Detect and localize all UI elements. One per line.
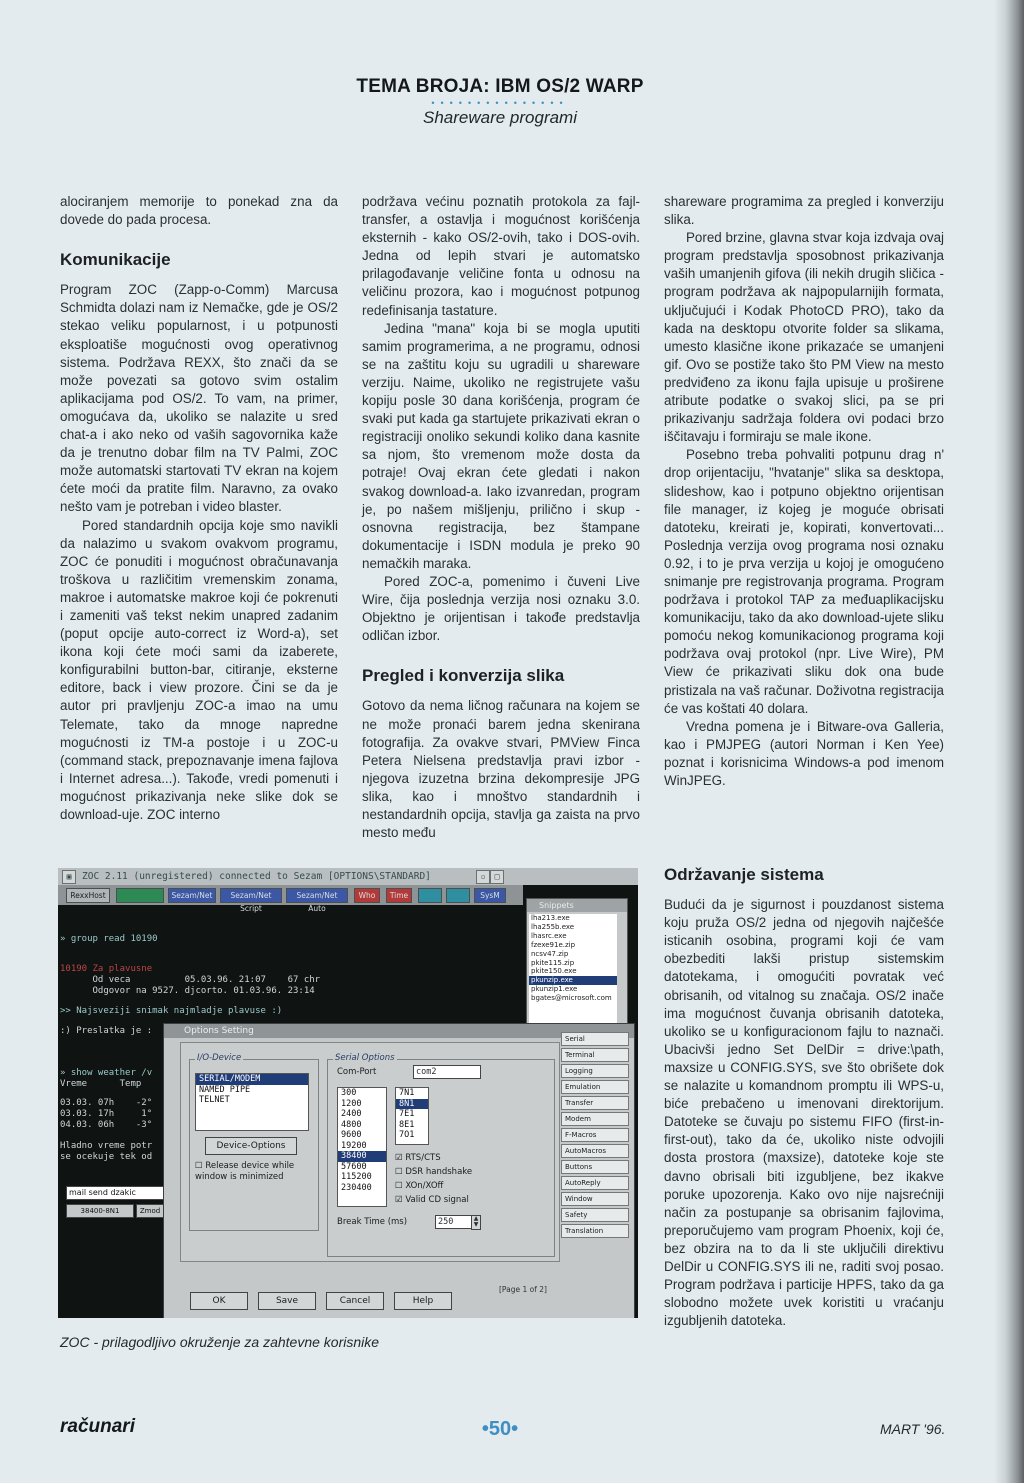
io-device-label: I/O-Device	[197, 1053, 242, 1063]
list-item[interactable]: 7O1	[399, 1130, 415, 1140]
paragraph: Pored ZOC-a, pomenimo i čuveni Live Wire, čija poslednja verzija nosi oznaku 3.0. Objektno je orijentisan i takođe predstavlja odličan izbor.	[362, 573, 640, 644]
terminal-line: >> Najsveziji snimak najmladje plavuse :)	[60, 1006, 283, 1016]
paragraph: Program ZOC (Zapp-o-Comm) Marcusa Schmidta dolazi nam iz Nemačke, gde je OS/2 stekao veliku popularnost, i u potpunosti eksploatiše mogućnosti ovog operativnog sistema. Podržava REXX, što znači da se može povezati sa gotovo svim ostalim aplikacijama pod OS/2. To vam, na primer, omogućava da, ukoliko se nalazite u sred chat-a i ako neko od vaših sagovornika kaže da je trenutno dobar film na TV Palmi, ZOC može automatski startovati TV ekran na kojem ćete moći da pratite film. Naravno, za ovako nešto vam je potreban i video blaster.	[60, 282, 338, 515]
tab-automacros[interactable]: AutoMacros	[561, 1144, 629, 1158]
release-device-checkbox[interactable]	[195, 1161, 315, 1183]
page-indicator: [Page 1 of 2]	[499, 1285, 547, 1294]
list-item[interactable]: 115200	[341, 1172, 372, 1182]
list-item[interactable]: 7N1	[399, 1088, 415, 1098]
window-titlebar	[58, 868, 638, 885]
terminal-line: Odgovor na 9527. djcorto. 01.03.96. 23:14	[60, 986, 315, 996]
save-button[interactable]: Save	[258, 1292, 316, 1310]
toolbar-button[interactable]	[418, 888, 442, 903]
zoc-screenshot-figure	[58, 868, 638, 1318]
snippets-window	[526, 898, 628, 1028]
xon-xoff-checkbox[interactable]	[395, 1181, 443, 1191]
toolbar-button[interactable]: Sezam/Net Script	[220, 888, 282, 903]
list-item[interactable]: bgates@microsoft.com	[531, 994, 612, 1003]
checkbox-checked-icon: ☑	[395, 1153, 403, 1163]
tab-window[interactable]: Window	[561, 1192, 629, 1206]
heading-pregled: Pregled i konverzija slika	[362, 666, 565, 686]
list-item[interactable]: 230400	[341, 1182, 372, 1193]
com-port-input[interactable]: com2	[413, 1065, 481, 1079]
device-options-button[interactable]: Device-Options	[205, 1137, 297, 1155]
break-time-spinner[interactable]: 250	[435, 1215, 473, 1229]
heading-komunikacije: Komunikacije	[60, 250, 171, 270]
status-line-protocol: Zmod	[136, 1204, 164, 1218]
toolbar-button[interactable]: Who	[354, 888, 380, 903]
tab-serial[interactable]: Serial	[561, 1032, 629, 1046]
terminal-line: Od veca 05.03.96. 21:07 67 chr	[60, 975, 321, 985]
paragraph: Posebno treba pohvaliti potpunu drag n' drop orijentaciju, "hvatanje" slika sa desktopa, slideshow, kao i potpuno objektno orijentisan file manager, iz kojeg je moguće obrisati datoteku, kreirati je, kopirati, konvertovati... Poslednja verzija ovog programa nosi oznaku 0.92, i to je prva verzija u kojoj je omogućeno snimanje pre registrovanja programa. Program podržava i protokol TAP za međuaplikacijsku komunikaciju, tako da ako download-ujete sliku pomoću nekog komunikacionog programa koji podržava ovaj protokol (npr. Live Wire), PM View će prikazivati sliku dok ona bude pristizala na vaš računar. Doživotna registracija će vas koštati 40 dolara.	[664, 447, 944, 716]
maximize-icon[interactable]: □	[490, 870, 504, 884]
article-column-3-bottom	[664, 866, 944, 1330]
list-item[interactable]: SERIAL/MODEM	[196, 1074, 308, 1085]
paragraph: alociranjem memorije to ponekad zna da dovede do pada procesa.	[60, 194, 338, 228]
checkbox-label: DSR handshake	[405, 1167, 473, 1177]
terminal-line: 03.03. 07h -2°	[60, 1098, 153, 1108]
checkbox-label: XOn/XOff	[405, 1181, 444, 1191]
list-item[interactable]: 57600	[341, 1161, 367, 1172]
terminal-line: 03.03. 17h 1°	[60, 1109, 153, 1119]
toolbar-button[interactable]: SysM	[474, 888, 506, 903]
article-column-3	[664, 193, 944, 790]
tab-terminal[interactable]: Terminal	[561, 1048, 629, 1062]
toolbar-button[interactable]	[446, 888, 470, 903]
notebook-tabs	[561, 1032, 629, 1240]
baud-rate-list	[337, 1087, 387, 1207]
section-title: TEMA BROJA: IBM OS/2 WARP	[356, 76, 644, 97]
list-item[interactable]: lha213.exe	[531, 914, 570, 922]
paragraph: Pored standardnih opcija koje smo navikli da nalazimo u svakom ovakvom programu, ZOC će ponuditi i mogućnost obračunavanja troškova u različitim vremenskim zonama, makroe i automatske makroe koji će pokrenuti i zameniti vaš tekst nekim unapred zadanim (poput opcije auto-correct iz Word-a), set ikona koji ćete moći sami da izaberete, konfigurabilni button-bar, citiranje, eksterne editore, back i view prozore. Čini se da je autor pri pravljenju ZOC-a imao na umu Telemate, tako da mnoge napredne mogućnosti iz TM-a postoje i u ZOC-u (command stack, prepoznavanje imena fajlova i Internet adresa...). Takođe, vredi pomenuti i mogućnost prikazivanja neke slike dok se download-uje. ZOC interno	[60, 517, 338, 822]
paragraph: shareware programima za pregled i konverziju slika.	[664, 194, 944, 228]
minimize-icon[interactable]: ▫	[476, 870, 490, 884]
tab-translation[interactable]: Translation	[561, 1224, 629, 1238]
checkbox-box-icon: ☐	[395, 1167, 403, 1177]
parity-list	[395, 1087, 429, 1145]
list-item[interactable]: pkunzip.exe	[529, 976, 617, 985]
section-subtitle: Shareware programi	[422, 108, 577, 127]
dialog-title: Options Setting	[164, 1024, 634, 1038]
terminal-line: 04.03. 06h -3°	[60, 1120, 153, 1130]
title-dots: •••••••••••••••	[431, 98, 569, 108]
list-item[interactable]: 38400	[338, 1151, 386, 1162]
system-menu-icon[interactable]: ▣	[62, 870, 76, 884]
list-item[interactable]: 2400	[341, 1109, 362, 1119]
paragraph: Gotovo da nema ličnog računara na kojem se ne može pronaći barem jedna skenirana fotografija. Za ovakve stvari, PMView Finca Petera Nielsena predstavlja pravi izbor - njegova izuzetna brzina dekompresije JPG slika, kao i mnoštvo standardnih i nestandardnih opcija, stavlja ga zaista na prvo mesto među	[362, 698, 640, 841]
article-column-1	[60, 193, 338, 824]
heading-odrzavanje: Održavanje sistema	[664, 865, 824, 884]
break-time-label: Break Time (ms)	[337, 1217, 408, 1227]
list-item[interactable]: TELNET	[199, 1095, 230, 1105]
list-item[interactable]: 19200	[341, 1140, 367, 1151]
help-button[interactable]: Help	[394, 1292, 452, 1310]
terminal-line: se ocekuje tek od	[60, 1152, 153, 1162]
toolbar-button[interactable]: Time	[386, 888, 412, 903]
tab-safety[interactable]: Safety	[561, 1208, 629, 1222]
figure-caption: ZOC - prilagodljivo okruženje za zahtevne korisnike	[60, 1334, 380, 1350]
terminal-line: Hladno vreme potr	[60, 1141, 153, 1151]
list-item[interactable]: pkite150.exe	[531, 967, 577, 976]
paragraph: Pored brzine, glavna stvar koja izdvaja ovaj program predstavlja sposobnost prikazivanja vaših umanjenih gifova (ili nekih drugih sličica - program podržava ak najpopularnijih formata, uključujući i Kodak PhotoCD PRO), tako da kada na desktopu otvorite folder sa slikama, umesto klasične ikone prikazaće se umanjeni gif. Ovo se postiže tako što PM View na mesto predviđeno za ikonu fajla upisuje u proširene atribute podatke o svakoj slici, pa se pri prikazivanju sadržaja foldera ovi podaci brzo iščitavaju i formiraju se male ikone.	[664, 230, 944, 445]
checkbox-label: Release device while window is minimized	[195, 1161, 295, 1182]
window-title: ZOC 2.11 (unregistered) connected to Sezam [OPTIONS\STANDARD]	[82, 871, 431, 882]
list-item[interactable]: 8N1	[396, 1099, 428, 1110]
tab-emulation[interactable]: Emulation	[561, 1080, 629, 1094]
checkbox-label: RTS/CTS	[405, 1153, 441, 1163]
list-item[interactable]: lha255b.exe	[531, 922, 575, 931]
snippets-title: Snippets	[527, 899, 627, 912]
list-item[interactable]: 7E1	[399, 1109, 415, 1119]
list-item[interactable]: 4800	[341, 1119, 362, 1130]
page-edge-shadow	[994, 0, 1024, 1483]
tab-f-macros[interactable]: F-Macros	[561, 1128, 629, 1142]
list-item[interactable]: ncsv47.zip	[531, 949, 569, 958]
options-dialog	[163, 1023, 635, 1318]
list-item[interactable]: 9600	[341, 1130, 362, 1140]
toolbar-button[interactable]: Sezam/Net Auto	[286, 888, 348, 903]
list-item[interactable]: pkite115.zip	[531, 958, 575, 967]
snippets-list	[529, 914, 617, 1024]
com-port-label: Com-Port	[337, 1067, 377, 1077]
toolbar-button[interactable]	[116, 888, 164, 903]
article-column-2	[362, 193, 640, 842]
terminal-line: 10190 Za plavusne	[60, 964, 153, 974]
checkbox-label: Valid CD signal	[405, 1195, 469, 1205]
magazine-name: računari	[60, 1416, 135, 1437]
tab-logging[interactable]: Logging	[561, 1064, 629, 1078]
paragraph: podržava većinu poznatih protokola za fajl-transfer, a ostavlja i mogućnost korišćenja eksternih - kako OS/2-ovih, tako i DOS-ovih. Jedna od lepih stvari je automatsko prilagođavanje veličine fonta u odnosu na veličinu prozora, kao i mogućnost potpunog redefinisanja tastature.	[362, 194, 640, 318]
command-input[interactable]: mail send dzakic	[66, 1186, 164, 1200]
tab-modem[interactable]: Modem	[561, 1112, 629, 1126]
terminal-line: :) Preslatka je :	[60, 1026, 153, 1036]
terminal-line: » group read 10190	[60, 934, 158, 944]
toolbar-button[interactable]: RexxHost	[66, 888, 110, 903]
ok-button[interactable]: OK	[190, 1292, 248, 1310]
tab-autoreply[interactable]: AutoReply	[561, 1176, 629, 1190]
list-item[interactable]: fzexe91e.zip	[531, 940, 576, 949]
tab-buttons[interactable]: Buttons	[561, 1160, 629, 1174]
button-bar	[58, 885, 523, 913]
checkbox-box-icon: ☐	[195, 1161, 203, 1171]
page-number: •50•	[481, 1418, 519, 1440]
terminal-line: » show weather /v	[60, 1068, 153, 1078]
list-item[interactable]: NAMED PIPE	[199, 1084, 251, 1095]
paragraph: Jedina "mana" koja bi se mogla uputiti samim programerima, a ne programu, odnosi se na zaštitu koju su ugradili u shareware verziju. Naime, ukoliko ne registrujete vašu kopiju posle 30 dana korišćenja, program će svaki put kada ga startujete prikazivati ekran o registraciji onoliko sekundi koliko dana kasnite sa njom, što vremenom može dosta da potraje! Ovaj ekran ćete gledati i nakon svakog download-a. Iako izvanredan, program je, po našem mišljenju, prilično i skup - osnovna registracija, bez štampane dokumentacije i ISDN modula je preko 90 nemačkih maraka.	[362, 320, 640, 571]
status-line-settings: 38400-8N1	[66, 1204, 134, 1218]
tab-transfer[interactable]: Transfer	[561, 1096, 629, 1110]
valid-cd-checkbox[interactable]	[395, 1195, 469, 1205]
list-item[interactable]: pkunzip1.exe	[531, 985, 578, 994]
list-item[interactable]: 300	[341, 1088, 357, 1098]
paragraph: Vredna pomena je i Bitware-ova Galleria, kao i PMJPEG (autori Norman i Ken Yee) poznat i korisnicima Windows-a pod imenom WinJPEG.	[664, 718, 944, 788]
cancel-button[interactable]: Cancel	[326, 1292, 384, 1310]
toolbar-button[interactable]: Sezam/Net	[168, 888, 216, 903]
io-device-list	[195, 1073, 309, 1131]
rts-cts-checkbox[interactable]	[395, 1153, 441, 1163]
spin-arrows-icon[interactable]: ▲ ▼	[471, 1215, 481, 1230]
dsr-handshake-checkbox[interactable]	[395, 1167, 472, 1177]
terminal-line: Vreme Temp	[60, 1079, 142, 1089]
checkbox-box-icon: ☐	[395, 1181, 403, 1191]
checkbox-checked-icon: ☑	[395, 1195, 403, 1205]
list-item[interactable]: lhasrc.exe	[531, 931, 567, 940]
serial-options-label: Serial Options	[335, 1053, 395, 1063]
paragraph: Budući da je sigurnost i pouzdanost sistema koju pruža OS/2 jedna od njegovih najčešće isticanih osobina, programi koji će vam obezbediti lakši pristup sistemskim datotekama, i omogućiti povratak već obrisanih, od vitalnog su značaja. OS/2 inače ima mogućnost čuvanja obrisanih datoteka, ukoliko se u konfiguracionom fajlu to naznači. Ubacivši jedno Set DelDir = drive:\path, maxsize u CONFIG.SYS, sve što obrišete dok se nalazite u komandnom promptu ili WPS-u, biće prebačeno u imenovani direktorijum. Datoteke se čuvaju po sistemu FIFO (first-in-first-out), tako da će, ukoliko niste odvojili dosta prostora (maxsize), datoteke koje ste davno obrisali biti izgubljene, bez ikakve poruke upozorenja. Kako ovo nije najsrećniji način za postupanje sa obrisanim fajlovima, preporučujemo vam program Phoenix, koji će, bez obzira na to da li ste uključili direktivu DelDir u CONFIG.SYS ili ne, raditi svoj posao. Program podržava i particije HPFS, tako da ga slobodno možete uvek koristiti u vraćanju izgubljenih datoteka.	[664, 897, 944, 1329]
list-item[interactable]: 1200	[341, 1098, 362, 1109]
list-item[interactable]: 8E1	[399, 1119, 415, 1130]
dialog-notebook-page	[180, 1042, 560, 1294]
issue-date: MART '96.	[880, 1421, 946, 1437]
